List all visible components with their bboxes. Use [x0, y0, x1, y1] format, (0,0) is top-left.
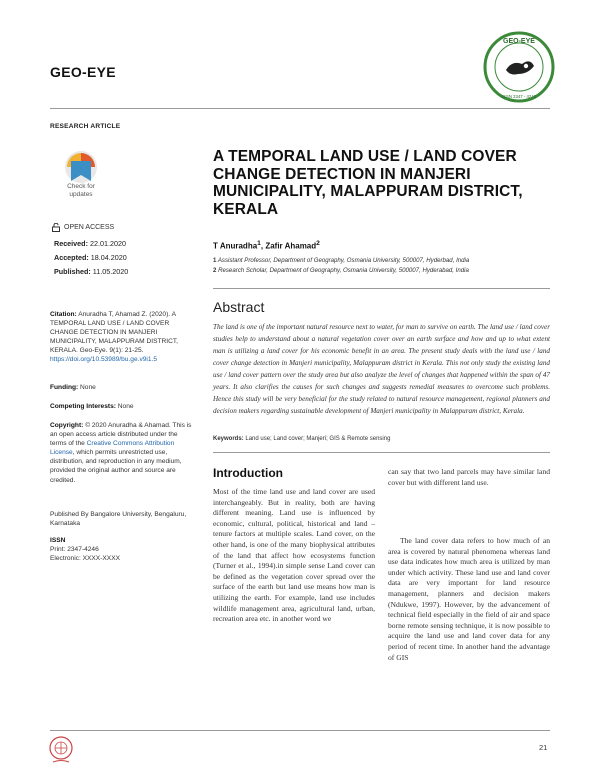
intro-column-1: Most of the time land use and land cover are used interchangeably. But in reality, both are having different meaning. Land use is influenced by economic, cultural, political, historical and land – tenure factors at multiple scales. Land cover, on the other hand, is one of the many biophysical attributes of the land that affect how ecosystems function (Turner et al., 1994).in simple sense Land cover can be defined as the vegetation cover spread over the surface of the earth but land use means how man is utilizing the earth. For example, land use includes wildlife management area, agricultural land, urban, recreation area etc. in another word we: [213, 487, 375, 624]
abstract-rule: [213, 452, 550, 453]
university-seal-icon: [47, 735, 75, 765]
article-title: A TEMPORAL LAND USE / LAND COVER CHANGE DETECTION IN MANJERI MUNICIPALITY, MALAPPURAM DISTRICT, KERALA: [213, 148, 523, 218]
open-access-label: OPEN ACCESS: [64, 224, 115, 231]
check-updates-button[interactable]: [56, 149, 106, 211]
competing-interests: Competing Interests: None: [50, 403, 134, 410]
footer-rule: [50, 730, 550, 731]
check-updates-icon: [56, 149, 106, 187]
affiliation-1: 1 Assistant Professor, Department of Geography, Osmania University, 500007, Hyderbad, India: [213, 257, 470, 264]
publisher: Published By Bangalore University, Bengaluru, Karnataka: [50, 511, 187, 528]
accepted-date: Accepted: 18.04.2020: [54, 253, 127, 262]
intro-column-2b: The land cover data refers to how much of an area is covered by natural phenomena whereas land use data indicates how much area is utilized by man under which activity. These land use and land cover data are very important for land resource management, planners and decision makers (Ndukwe, 1997). However, by the advancement of technical field especially in the field of air and space borne remote sensing technique, it is now possible to acquire the land use and land cover data for any period of recent time. In another hand the advantage of GIS: [388, 536, 550, 662]
published-date: Published: 11.05.2020: [54, 267, 129, 276]
keywords: Keywords: Land use; Land cover; Manjeri; GIS & Remote sensing: [213, 436, 391, 442]
page-number: 21: [539, 743, 548, 752]
authors: T Anuradha$^1$, Zafir Ahamad$^2$: [213, 240, 320, 251]
unlock-icon: [52, 223, 60, 232]
logo-bottom-text: ISSN 2347 - 4246: [501, 94, 537, 99]
abstract-text: The land is one of the important natural resource next to water, for man to survive on earth. The land use / land cover studies help to understand about a natural vegetation cover over an earth surface and how and up to what extent man is utilizing a land cover for his economic benefit in an area. The present study deals with the land use / land cover change detection in Manjeri municipality, Malappuram district in Kerala. This not only study the existing land use / land cover pattern over the study area but also analyze the level of changes that happened within the span of 47 years. It also clarifies the causes for such changes and suggests remedial measures to overcome such problems. Hence this study will be very beneficial for the study related to natural resource management, regional planners and decision makers regarding sustainable development of Manjeri municipality in Malappuram district, Kerala.: [213, 323, 550, 415]
doi-link[interactable]: https://doi.org/10.53989/bu.ge.v9i1.5: [50, 356, 158, 364]
citation: Citation: Anuradha T, Ahamad Z. (2020). A TEMPORAL LAND USE / LAND COVER CHANGE DETECTION IN MANJERI MUNICIPALITY, MALAPPURAM DISTRICT, KERALA. Geo-Eye. 9(1): 21-25. https://doi.org/10.53989/bu.ge.v9i1.5: [50, 311, 178, 364]
funding: Funding: None: [50, 384, 96, 391]
open-access: [52, 223, 114, 232]
intro-column-2a: can say that two land parcels may have similar land cover but with different land use.: [388, 467, 550, 487]
affiliation-2: 2 Research Scholar, Department of Geography, Osmania University, 500007, Hyderabad, India: [213, 267, 469, 274]
header-rule: [50, 108, 550, 109]
check-updates-line1: Check for: [67, 183, 95, 190]
issn-block: ISSN Print: 2347-4246 Electronic: XXXX-XXXX: [50, 537, 120, 563]
license-link[interactable]: Creative Commons Attribution License: [50, 440, 175, 457]
logo-top-text: GEO-EYE: [503, 38, 535, 45]
introduction-heading: Introduction: [213, 466, 283, 480]
journal-name: GEO-EYE: [50, 64, 116, 80]
journal-logo: [482, 30, 556, 104]
article-type: RESEARCH ARTICLE: [50, 123, 121, 130]
copyright: Copyright: © 2020 Anuradha & Ahamad. This is an open access article distributed under the terms of the Creative Commons Attribution License, which permits unrestricted use, distribution, and reproduction in any medium, provided the original author and source are credited.: [50, 422, 192, 484]
received-date: Received: 22.01.2020: [54, 239, 126, 248]
abstract-heading: Abstract: [213, 299, 265, 315]
check-updates-line2: updates: [69, 191, 93, 198]
title-rule: [213, 288, 550, 289]
